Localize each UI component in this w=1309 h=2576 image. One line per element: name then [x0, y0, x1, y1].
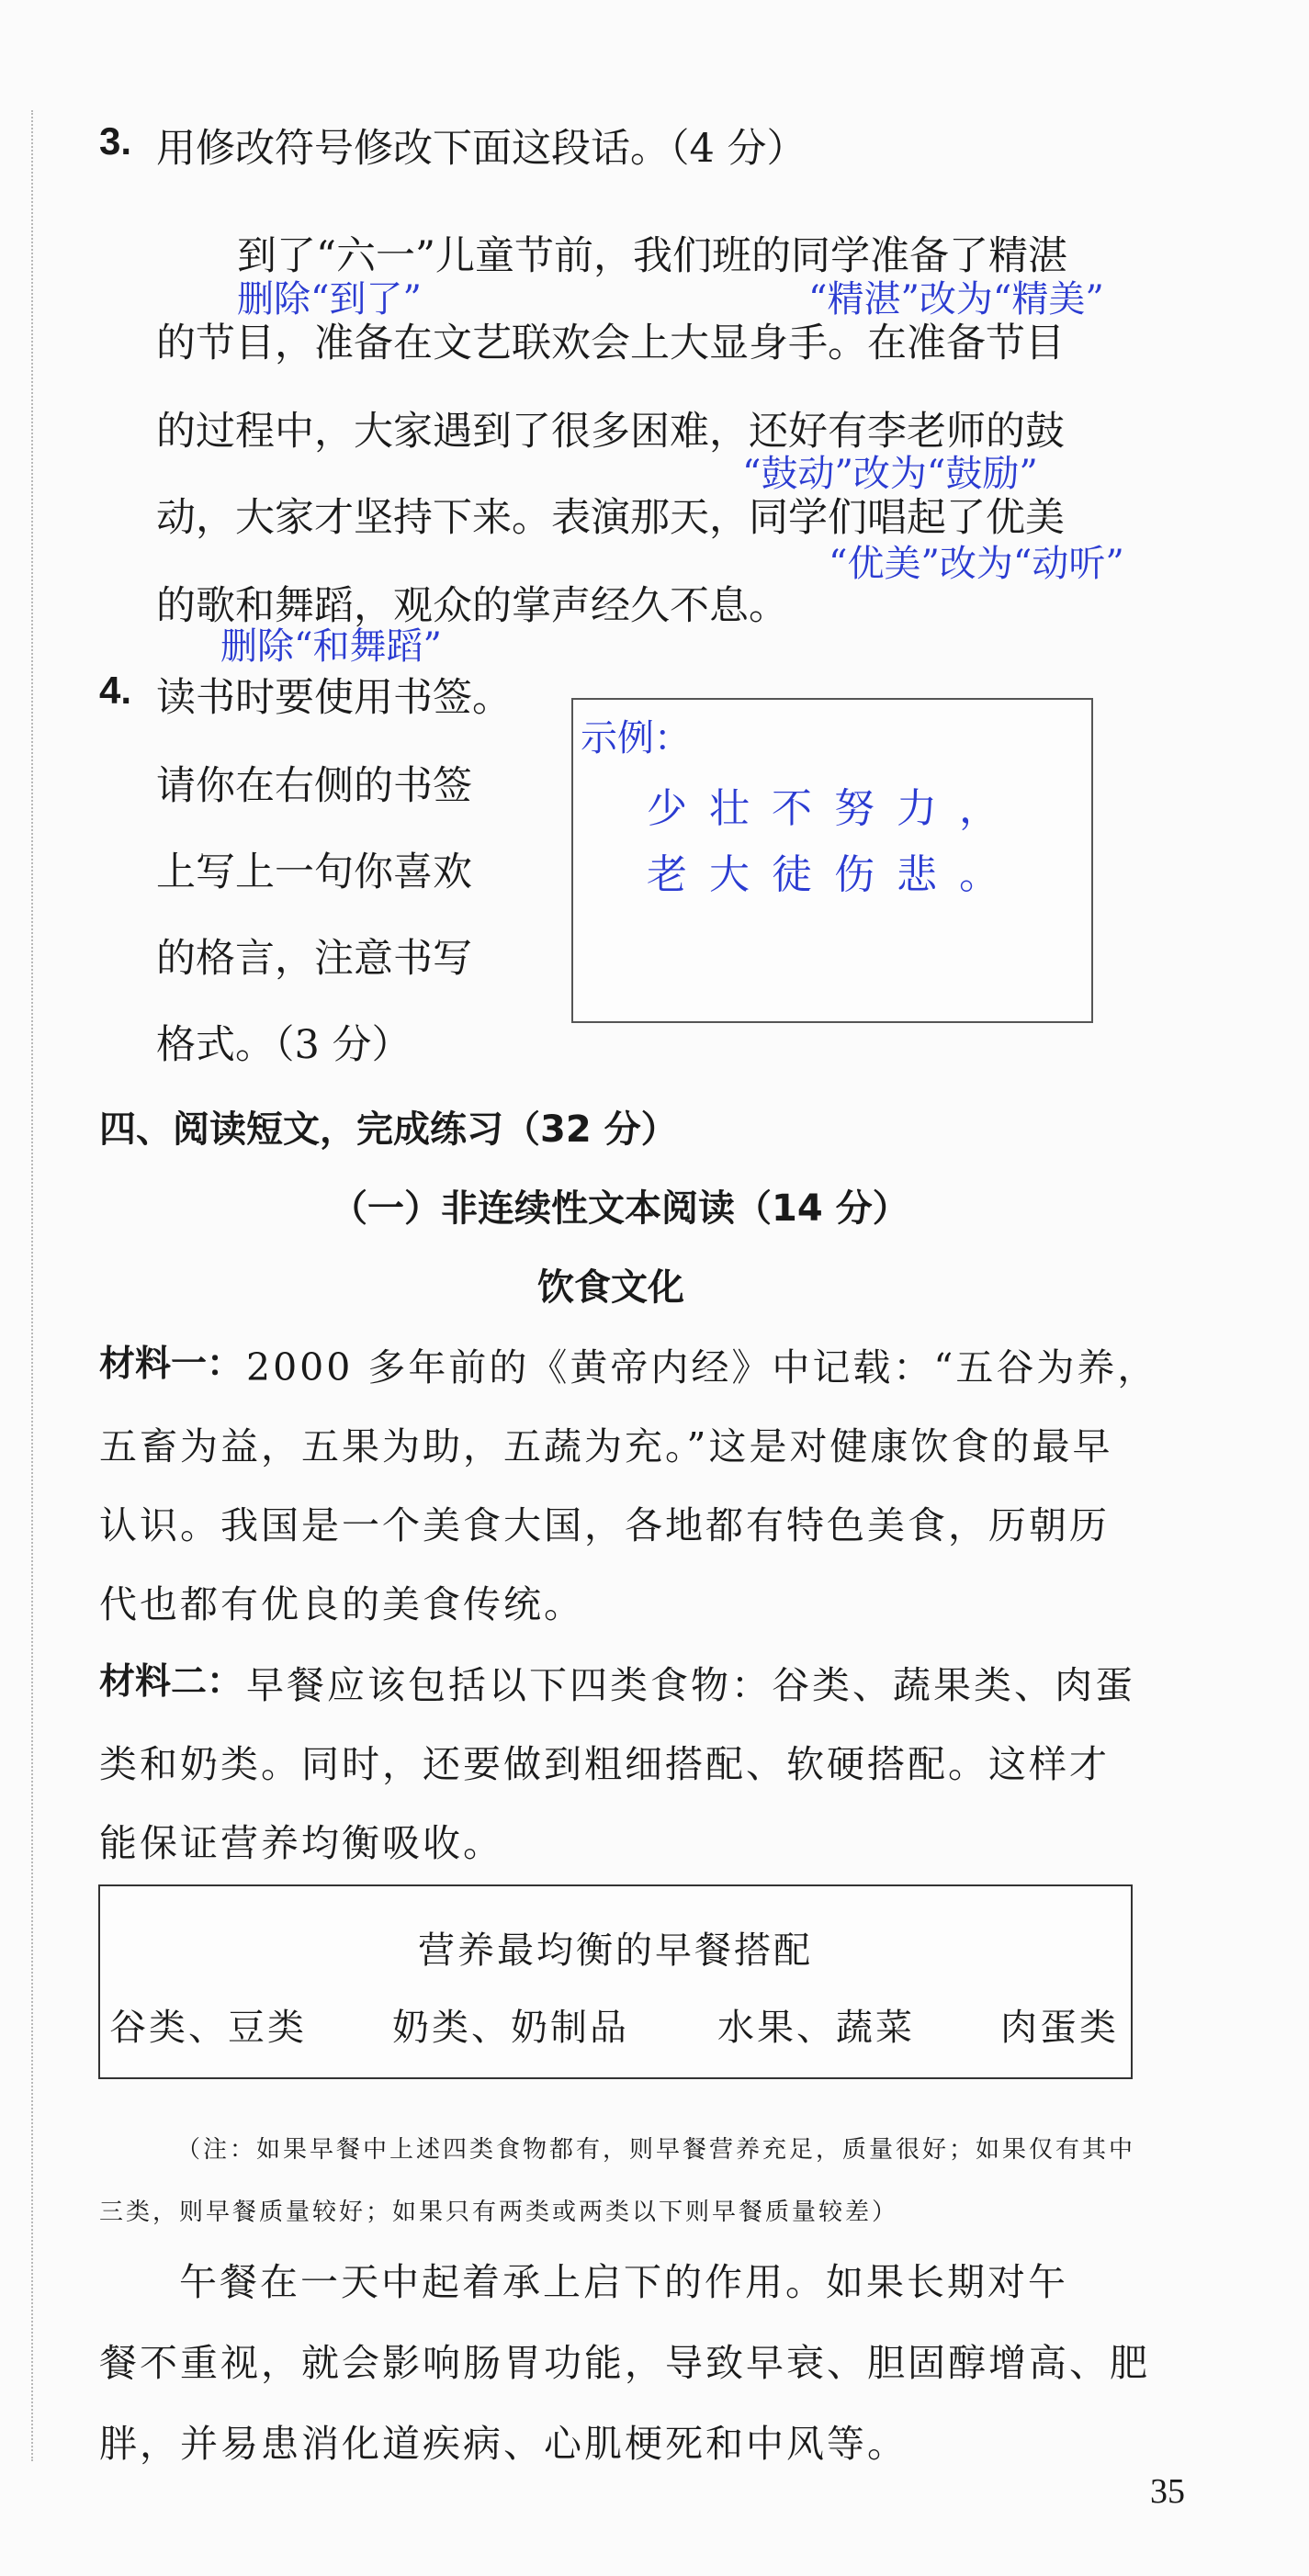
breakfast-table	[98, 1884, 1133, 2079]
q4-line-4: 的格言，注意书写	[156, 936, 472, 982]
material2-label: 材料二：	[99, 1661, 243, 1703]
q4-line-1: 读书时要使用书签。	[156, 675, 512, 721]
bookmark-line-1: 少壮不努力，	[647, 785, 1021, 832]
q4-line-3: 上写上一句你喜欢	[156, 849, 472, 895]
q3-annotation-3: “鼓动”改为“鼓励”	[742, 453, 1038, 495]
table-cell-fruit-veg: 水果、蔬菜	[717, 2007, 915, 2049]
note-line-2: 三类，则早餐质量较好；如果只有两类或两类以下则早餐质量较差）	[99, 2199, 899, 2226]
paragraph-line-3: 胖，并易患消化道疾病、心肌梗死和中风等。	[99, 2422, 908, 2466]
q3-annotation-5: 删除“和舞蹈”	[220, 625, 442, 668]
q3-number: 3.	[99, 119, 132, 163]
q4-number: 4.	[99, 669, 132, 712]
material1-line-3: 认识。我国是一个美食大国，各地都有特色美食，历朝历	[99, 1503, 1110, 1547]
material2-line-3: 能保证营养均衡吸收。	[99, 1821, 503, 1865]
article-title: 饮食文化	[537, 1266, 684, 1309]
sub-heading: （一）非连续性文本阅读（14 分）	[331, 1187, 909, 1230]
table-cell-meat-egg: 肉蛋类	[1000, 2007, 1119, 2049]
margin-dotted-line	[31, 110, 33, 2461]
material1-line-2: 五畜为益，五果为助，五蔬为充。”这是对健康饮食的最早	[99, 1424, 1113, 1468]
q3-line-1: 到了“六一”儿童节前，我们班的同学准备了精湛	[237, 233, 1067, 279]
q3-line-3: 的过程中，大家遇到了很多困难，还好有李老师的鼓	[156, 409, 1065, 455]
material1-label: 材料一：	[99, 1344, 243, 1385]
table-cell-grains: 谷类、豆类	[109, 2007, 307, 2049]
paragraph-line-2: 餐不重视，就会影响肠胃功能，导致早衰、胆固醇增高、肥	[99, 2341, 1150, 2385]
q4-line-5: 格式。（3 分）	[156, 1022, 412, 1068]
note-line-1: （注：如果早餐中上述四类食物都有，则早餐营养充足，质量很好；如果仅有其中	[176, 2136, 1136, 2164]
q3-line-4: 动，大家才坚持下来。表演那天，同学们唱起了优美	[156, 495, 1065, 541]
q3-annotation-2: “精湛”改为“精美”	[808, 278, 1104, 321]
q3-annotation-1: 删除“到了”	[237, 278, 422, 321]
material2-line-1: 早餐应该包括以下四类食物：谷类、蔬果类、肉蛋	[246, 1663, 1135, 1707]
q3-prompt: 用修改符号修改下面这段话。（4 分）	[156, 126, 807, 172]
material2-line-2: 类和奶类。同时，还要做到粗细搭配、软硬搭配。这样才	[99, 1742, 1110, 1786]
q3-line-2: 的节目，准备在文艺联欢会上大显身手。在准备节目	[156, 321, 1065, 366]
material1-line-4: 代也都有优良的美食传统。	[99, 1582, 584, 1626]
bookmark-box	[571, 698, 1093, 1023]
q3-annotation-4: “优美”改为“动听”	[829, 543, 1124, 585]
paragraph-line-1: 午餐在一天中起着承上启下的作用。如果长期对午	[179, 2260, 1068, 2304]
table-cell-dairy: 奶类、奶制品	[392, 2007, 629, 2049]
bookmark-label: 示例：	[581, 717, 691, 759]
q4-line-2: 请你在右侧的书签	[156, 763, 472, 809]
q3-line-5: 的歌和舞蹈，观众的掌声经久不息。	[156, 583, 788, 629]
section-heading: 四、阅读短文，完成练习（32 分）	[99, 1108, 678, 1151]
page-number: 35	[1150, 2472, 1185, 2511]
material1-line-1: 2000 多年前的《黄帝内经》中记载：“五谷为养，	[246, 1345, 1158, 1389]
table-title: 营养最均衡的早餐搭配	[418, 1929, 813, 1972]
bookmark-line-2: 老大徒伤悲。	[647, 851, 1021, 898]
